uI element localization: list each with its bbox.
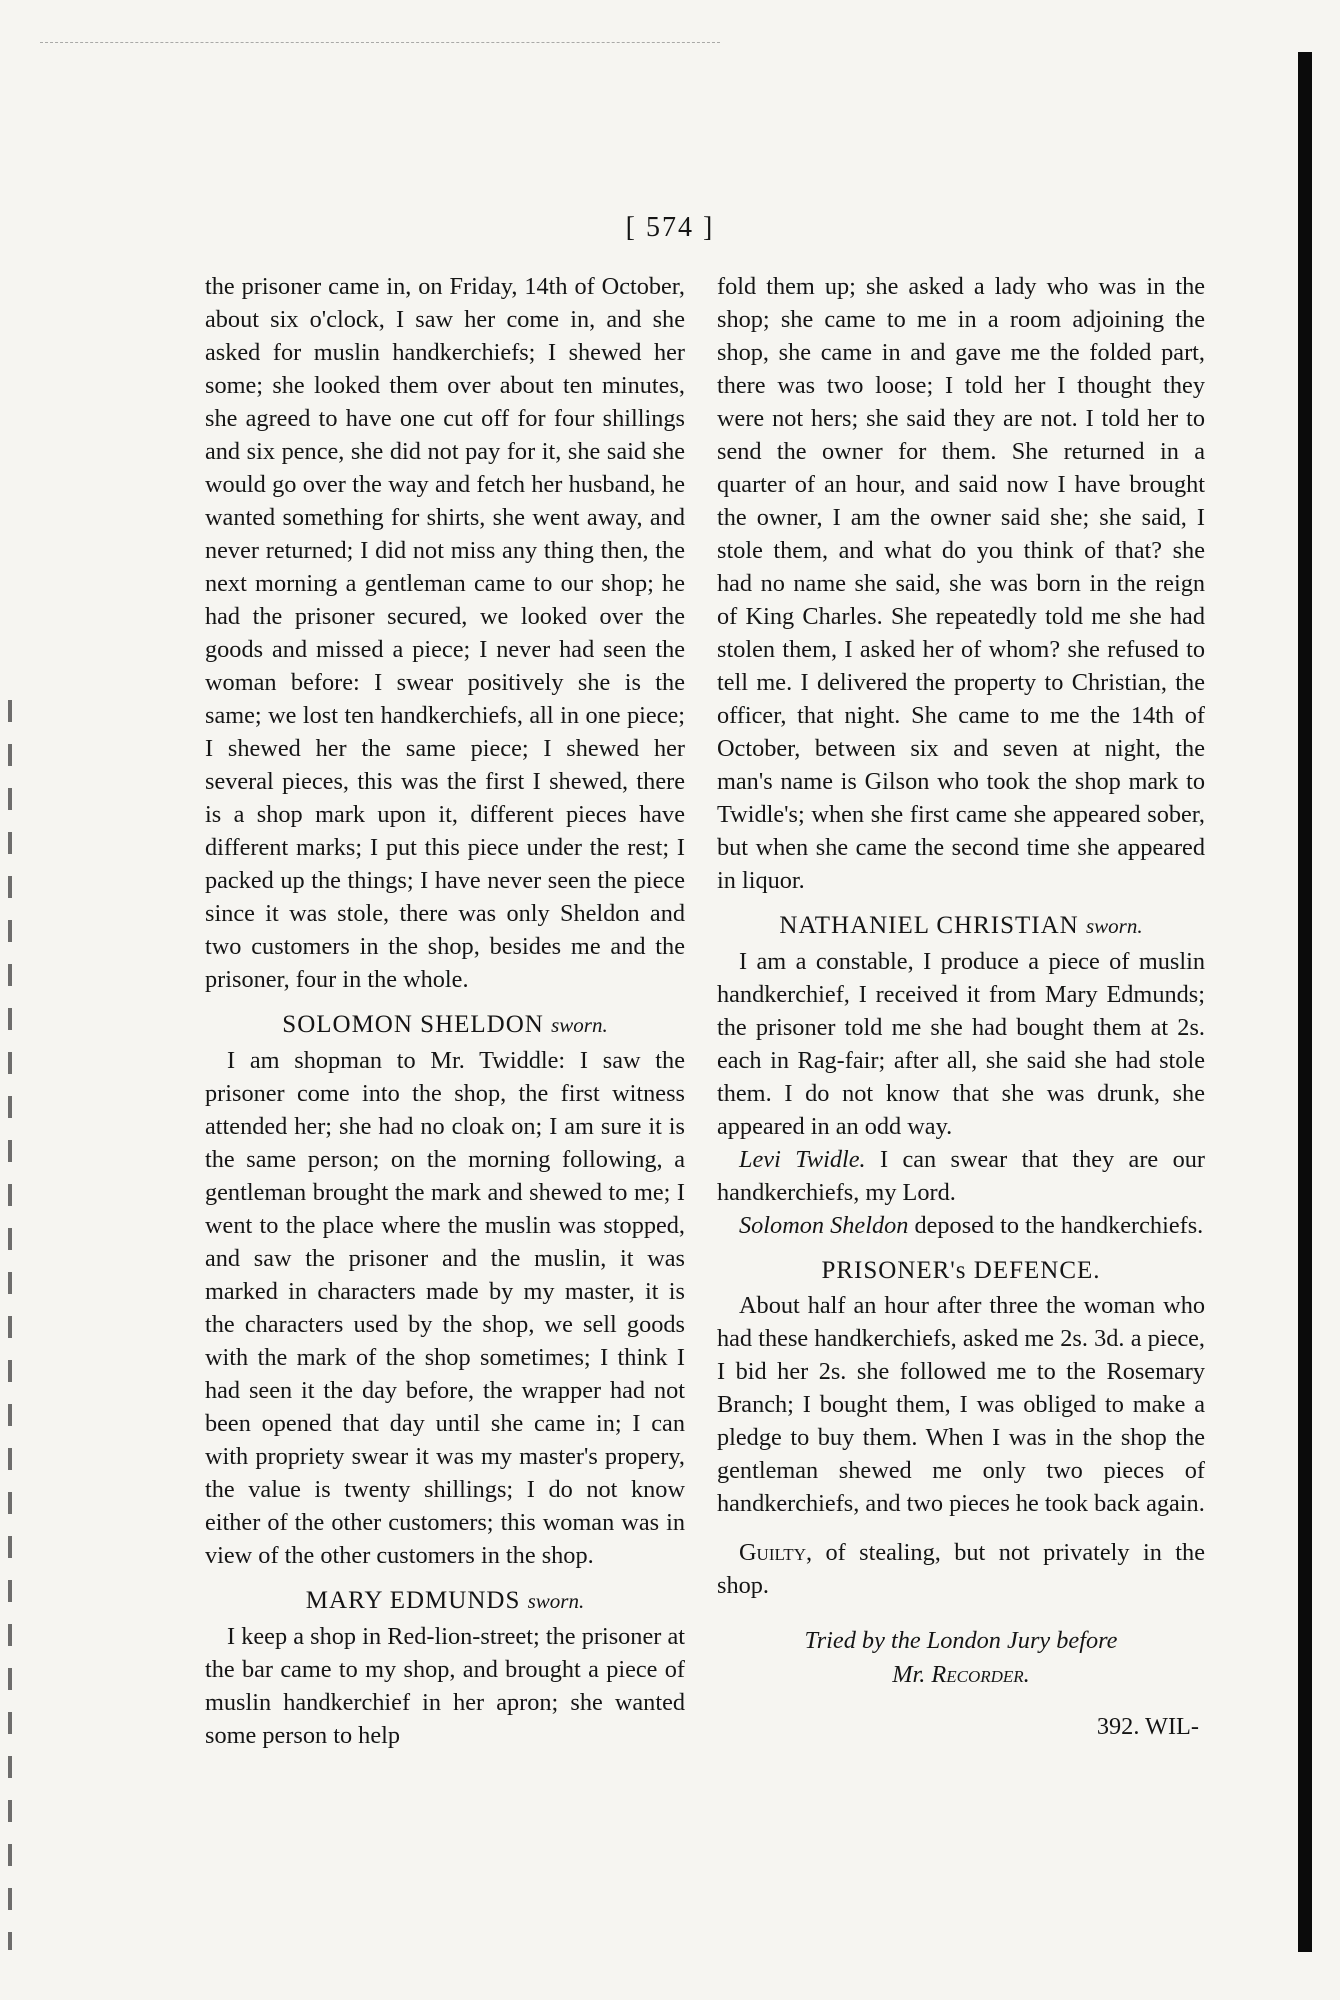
witness-name: SOLOMON SHELDON (282, 1011, 544, 1038)
defence-heading: PRISONER's DEFENCE. (821, 1257, 1101, 1284)
catchword: 392. WIL- (1096, 1713, 1199, 1740)
sheldon-testimony: I am shopman to Mr. Twiddle: I saw the prisoner come into the shop, the first witness attended her; she had no cloak on; I am sure it is the same person; on the morning following, a gentleman brought the mark and shewed to me; I went to the place where the muslin was stopped, and saw the prisoner and the muslin, it was marked in characters made by my master, it is the characters used by the shop, we sell goods with the mark of the shop sometimes; I think I had seen it the day before, the wrapper had not been opened that day until she came in; I can with propriety swear it was my master's propery, the value is twenty shillings; I do not know either of the other customers; this woman was in view of the other customers in the shop. (205, 1047, 685, 1569)
scan-artifact-top (40, 42, 720, 44)
edmunds-testimony: I keep a shop in Red-lion-street; the prisoner at the bar came to my shop, and brought a piece of muslin handkerchief in her apron; she wanted some person to help (205, 1623, 685, 1749)
sworn-label: sworn. (527, 1589, 585, 1613)
defence-text: About half an hour after three the woman who had these handkerchiefs, asked me 2s. 3d. a piece, I bid her 2s. she followed me to the Rosemary Branch; I bought them, I was obliged to make a pledge to buy them. When I was in the shop the gentleman shewed me only two pieces of handkerchiefs, and two pieces he took back again. (717, 1292, 1205, 1517)
edmunds-testimony-continued: fold them up; she asked a lady who was in the shop; she came to me in a room adjoining the shop, she came in and gave me the folded part, there was two loose; I told her I thought they were not hers; she said they are not. I told her to send the owner for them. She returned in a quarter of an hour, and said now I have brought the owner, I am the owner said she; she said, I stole them, and what do you think of that? she had no name she said, she was born in the reign of King Charles. She repeatedly told me she had stolen them, I asked her of whom? she refused to tell me. I delivered the property to Christian, the officer, that night. She came to me the 14th of October, between six and seven at night, the man's name is Gilson who took the shop mark to Twidle's; when she first came she appeared sober, but when she came the second time she appeared in liquor. (717, 273, 1205, 894)
verdict-label: Guilty, (739, 1539, 813, 1566)
twidle-statement (717, 1143, 1205, 1209)
page-number: [ 574 ] (625, 212, 715, 243)
verdict-text: of stealing, but not privately in the shop. (717, 1539, 1205, 1599)
witness-name: NATHANIEL CHRISTIAN (779, 912, 1079, 939)
speaker-name: Solomon Sheldon (739, 1212, 909, 1239)
left-column (205, 270, 685, 1752)
testimony-continuation: the prisoner came in, on Friday, 14th of October, about six o'clock, I saw her come in, and she asked for muslin handkerchiefs; I shewed her some; she looked them over about ten minutes, she agreed to have one cut off for four shillings and six pence, she did not pay for it, she said she would go over the way and fetch her husband, he wanted something for shirts, she went away, and never returned; I did not miss any thing then, the next morning a gentleman came to our shop; he had the prisoner secured, we looked over the goods and missed a piece; I never had seen the woman before: I swear positively she is the same; we lost ten handkerchiefs, all in one piece; I shewed her the same piece; I shewed her several pieces, this was the first I shewed, there is a shop mark upon it, different pieces have different marks; I put this piece under the rest; I packed up the things; I have never seen the piece since it was stole, there was only Sheldon and two customers in the shop, besides me and the prisoner, four in the whole. (205, 273, 685, 993)
sworn-label: sworn. (1085, 914, 1143, 938)
witness-heading-sheldon (205, 1008, 685, 1042)
recorder-label: Recorder. (931, 1661, 1030, 1688)
sworn-label: sworn. (551, 1013, 608, 1037)
statement-text: deposed to the handkerchiefs. (908, 1212, 1204, 1239)
trial-note (717, 1624, 1205, 1692)
christian-testimony: I am a constable, I produce a piece of muslin handkerchief, I received it from Mary Edmunds; the prisoner told me she had bought them at 2s. each in Rag-fair; after all, she said she had stole them. I do not know that she was drunk, she appeared in an odd way. (717, 948, 1205, 1140)
trial-note-line: Tried by the London Jury before (804, 1627, 1118, 1654)
scan-artifact-left-edge (8, 700, 12, 1950)
trial-note-recorder (717, 1658, 1205, 1692)
witness-heading-edmunds (205, 1584, 685, 1618)
verdict (717, 1536, 1205, 1602)
mr-label: Mr. (892, 1661, 926, 1688)
scan-binding-edge (1298, 52, 1312, 1952)
witness-name: MARY EDMUNDS (305, 1587, 521, 1614)
witness-heading-christian (717, 909, 1205, 943)
right-column (717, 270, 1205, 1743)
speaker-name: Levi Twidle. (739, 1146, 866, 1173)
statement-text: I can swear that they are our handkerchiefs, my Lord. (717, 1146, 1205, 1206)
sheldon-statement (717, 1209, 1205, 1242)
